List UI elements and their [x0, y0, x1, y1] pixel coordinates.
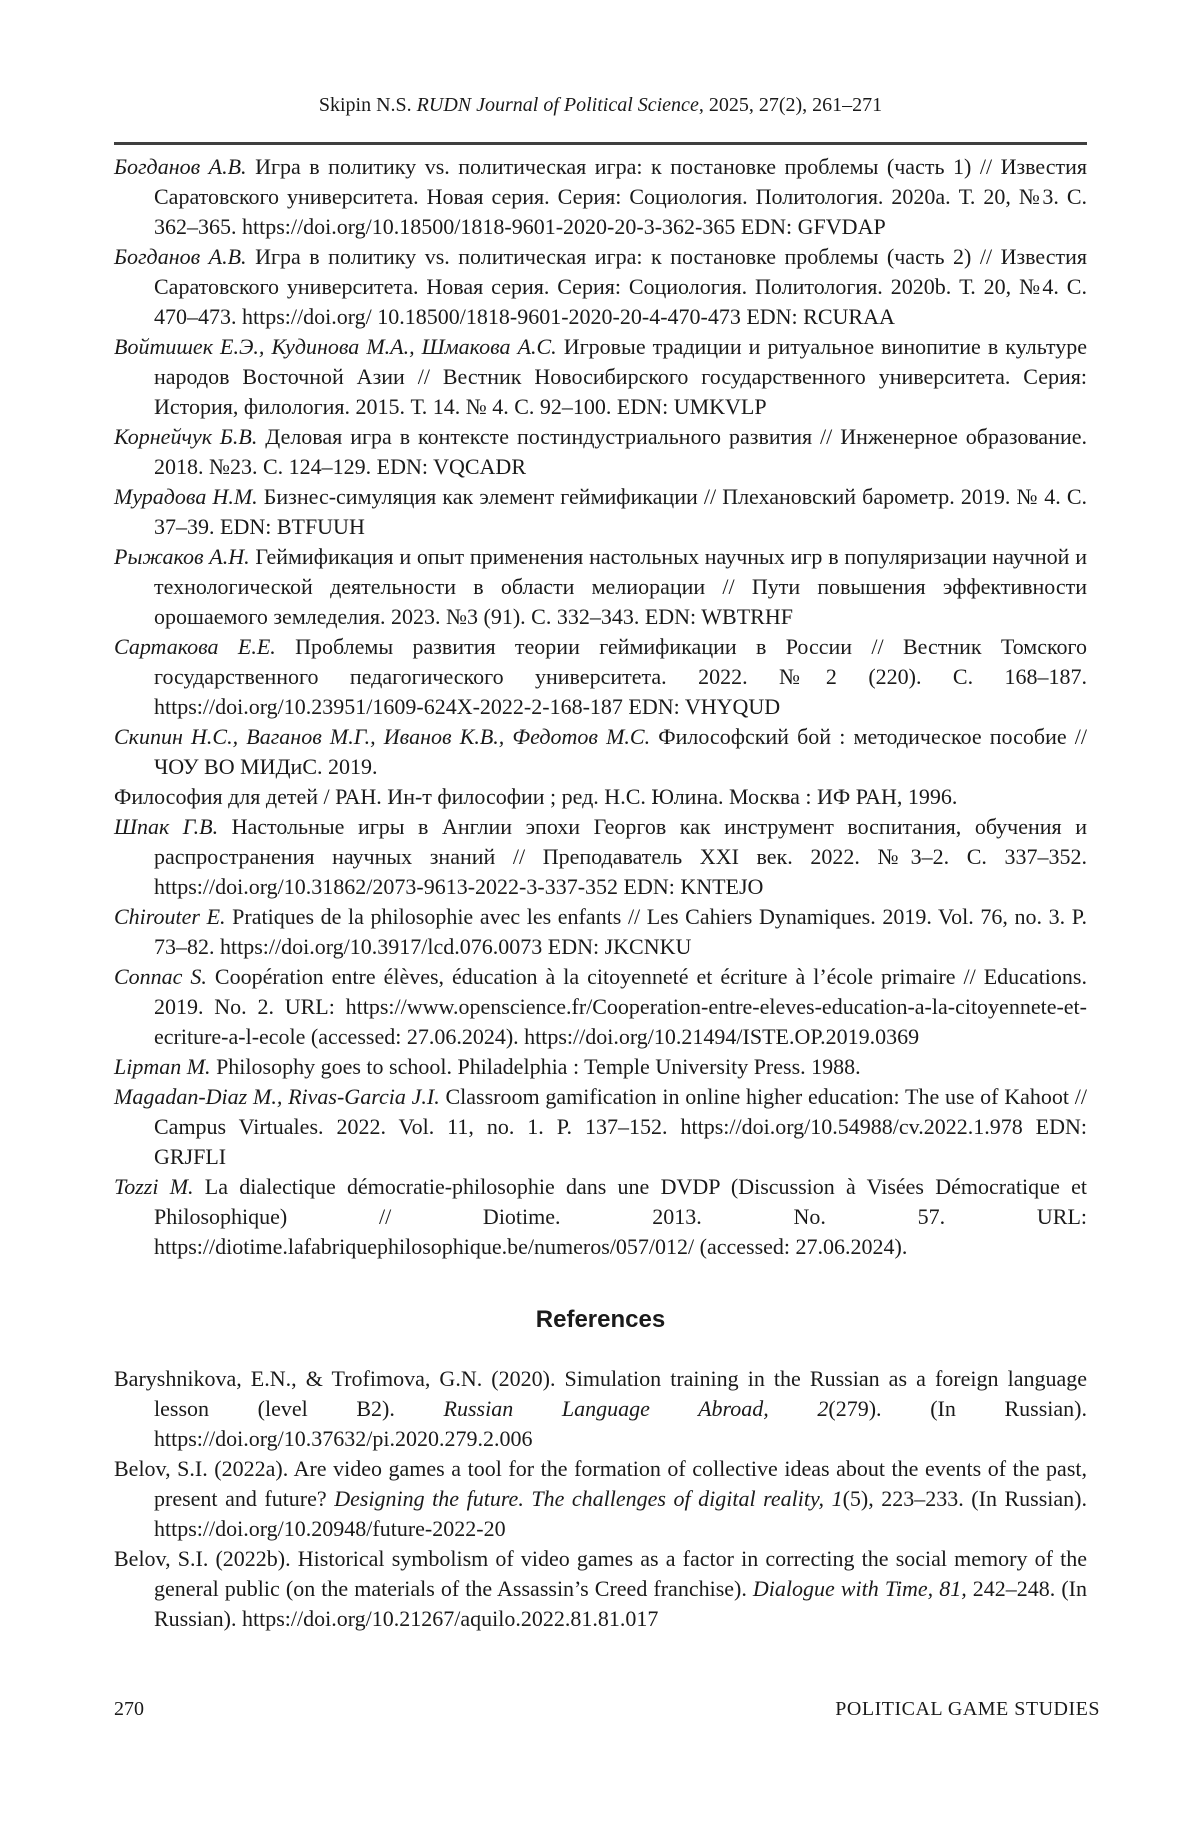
reference-entry-text: Belov, S.I. (2022a). Are video games a tool for the formation of collective ideas about the events of the past, present and future?	[114, 1456, 1087, 1511]
reference-entry-text: (5), 223–233. (In Russian). https://doi.org/10.20948/future-2022-20	[154, 1486, 1087, 1541]
reference-entry-text: (279). (In Russian). https://doi.org/10.37632/pi.2020.279.2.006	[154, 1396, 1087, 1451]
reference-entry	[114, 482, 1087, 542]
reference-entry	[114, 1172, 1087, 1262]
header-journal-title: RUDN Journal of Political Science	[416, 94, 699, 116]
reference-entry-italic-text: Богданов А.В.	[114, 244, 247, 269]
reference-entry-text: Pratiques de la philosophie avec les enfants // Les Cahiers Dynamiques. 2019. Vol. 76, no. 3. P. 73–82. https://doi.org/10.3917/lcd.076.0073 EDN: JKCNKU	[154, 904, 1087, 959]
reference-entry-text: 242–248. (In Russian). https://doi.org/10.21267/aquilo.2022.81.81.017	[154, 1576, 1087, 1631]
reference-entry-text: Философия для детей / РАН. Ин-т философии ; ред. Н.С. Юлина. Москва : ИФ РАН, 1996.	[114, 784, 958, 809]
reference-entry-text: Belov, S.I. (2022b). Historical symbolism of video games as a factor in correcting the social memory of the general public (on the materials of the Assassin’s Creed franchise).	[114, 1546, 1087, 1601]
reference-entry	[114, 782, 1087, 812]
reference-entry	[114, 542, 1087, 632]
reference-entry-text: Coopération entre élèves, éducation à la citoyenneté et écriture à l’école primaire // Educations. 2019. No. 2. URL: https://www.openscience.fr/Cooperation-entre-eleves-education-a-la-citoyennete-et-ecriture-a-l-ecole (accessed: 27.06.2024). https://doi.org/10.21494/ISTE.OP.2019.0369	[154, 964, 1087, 1049]
reference-entry-italic-text: Connac S.	[114, 964, 207, 989]
reference-entry-text: Philosophy goes to school. Philadelphia : Temple University Press. 1988.	[210, 1054, 861, 1079]
running-header	[114, 94, 1087, 116]
reference-entry-italic-text: Сартакова Е.Е.	[114, 634, 276, 659]
reference-entry	[114, 722, 1087, 782]
reference-entry	[114, 1454, 1087, 1544]
reference-entry-text: Игра в политику vs. политическая игра: к постановке проблемы (часть 2) // Известия Саратовского университета. Новая серия. Серия: Социология. Политология. 2020b. Т. 20, №4. С. 470–473. https://doi.org/ 10.18500/1818-9601-2020-20-4-470-473 EDN: RCURAA	[154, 244, 1088, 329]
reference-entry-italic-text: Magadan-Diaz M., Rivas-Garcia J.I.	[114, 1084, 440, 1109]
header-rule	[114, 142, 1087, 145]
reference-entry-italic-text: Мурадова Н.М.	[114, 484, 258, 509]
reference-entry-italic-text: Designing the future. The challenges of digital reality, 1	[334, 1486, 843, 1511]
reference-entry-text: La dialectique démocratie-philosophie dans une DVDP (Discussion à Visées Démocratique et Philosophique) // Diotime. 2013. No. 57. URL: https://diotime.lafabriquephilosophique.be/numeros/057/012/ (accessed: 27.06.2024).	[154, 1174, 1087, 1259]
reference-entry	[114, 1364, 1087, 1454]
reference-entry-text: Игра в политику vs. политическая игра: к постановке проблемы (часть 1) // Известия Саратовского университета. Новая серия. Серия: Социология. Политология. 2020a. Т. 20, №3. С. 362–365. https://doi.org/10.18500/1818-9601-2020-20-3-362-365 EDN: GFVDAP	[154, 154, 1088, 239]
reference-entry-italic-text: Chirouter E.	[114, 904, 226, 929]
reference-entry-text: Игровые традиции и ритуальное винопитие в культуре народов Восточной Азии // Вестник Новосибирского государственного университета. Серия: История, филология. 2015. Т. 14. № 4. С. 92–100. EDN: UMKVLP	[154, 334, 1087, 419]
reference-entry	[114, 1082, 1087, 1172]
reference-entry	[114, 962, 1087, 1052]
reference-entry-text: Бизнес-симуляция как элемент геймификации // Плехановский барометр. 2019. № 4. С. 37–39. EDN: BTFUUH	[154, 484, 1087, 539]
reference-entry	[114, 422, 1087, 482]
reference-entry	[114, 242, 1088, 332]
reference-entry	[114, 152, 1088, 242]
bibliography-section	[114, 152, 1087, 1262]
reference-entry-italic-text: Russian Language Abroad, 2	[443, 1396, 829, 1421]
reference-entry-italic-text: Богданов А.В.	[114, 154, 247, 179]
reference-entry-text: Геймификация и опыт применения настольных научных игр в популяризации научной и технологической деятельности в области мелиорации // Пути повышения эффективности орошаемого земледелия. 2023. №3 (91). С. 332–343. EDN: WBTRHF	[154, 544, 1087, 629]
reference-entry-italic-text: Войтишек Е.Э., Кудинова М.А., Шмакова А.С.	[114, 334, 557, 359]
page-number: 270	[114, 1698, 144, 1720]
reference-entry	[114, 812, 1087, 902]
reference-entry-text: Настольные игры в Англии эпохи Георгов как инструмент воспитания, обучения и распространения научных знаний // Преподаватель XXI век. 2022. №3–2. С. 337–352. https://doi.org/10.31862/2073-9613-2022-3-337-352 EDN: KNTEJO	[154, 814, 1087, 899]
reference-entry-italic-text: Скипин Н.С., Ваганов М.Г., Иванов К.В., Федотов М.С.	[114, 724, 651, 749]
page-footer	[114, 1697, 1100, 1721]
header-author: Skipin N.S.	[318, 94, 417, 116]
references-section	[114, 1364, 1087, 1634]
reference-entry-italic-text: Шпак Г.В.	[114, 814, 219, 839]
reference-entry-italic-text: Dialogue with Time, 81,	[752, 1576, 967, 1601]
reference-entry	[114, 632, 1088, 722]
reference-entry-italic-text: Корнейчук Б.В.	[114, 424, 258, 449]
reference-entry	[114, 332, 1087, 422]
page-content	[114, 94, 1087, 1634]
reference-entry-text: Baryshnikova, E.N., & Trofimova, G.N. (2020). Simulation training in the Russian as a foreign language lesson (level B2).	[114, 1366, 1087, 1421]
header-issue-info: , 2025, 27(2), 261–271	[698, 94, 883, 116]
reference-entry-text: Classroom gamification in online higher education: The use of Kahoot // Campus Virtuales. 2022. Vol. 11, no. 1. P. 137–152. https://doi.org/10.54988/cv.2022.1.978 EDN: GRJFLI	[154, 1084, 1087, 1169]
reference-entry-italic-text: Lipman M.	[114, 1054, 211, 1079]
reference-entry	[114, 902, 1087, 962]
running-title: POLITICAL GAME STUDIES	[835, 1698, 1100, 1720]
reference-entry	[114, 1052, 1087, 1082]
reference-entry	[114, 1544, 1087, 1634]
reference-entry-text: Деловая игра в контексте постиндустриального развития // Инженерное образование. 2018. №23. С. 124–129. EDN: VQCADR	[154, 424, 1087, 479]
reference-entry-italic-text: Tozzi M.	[114, 1174, 194, 1199]
references-heading: References	[535, 1306, 666, 1333]
reference-entry-italic-text: Рыжаков А.Н.	[114, 544, 250, 569]
reference-entry-text: Философский бой : методическое пособие // ЧОУ ВО МИДиС. 2019.	[154, 724, 1087, 779]
reference-entry-text: Проблемы развития теории геймификации в России // Вестник Томского государственного педагогического университета. 2022. №2 (220). С. 168–187. https://doi.org/10.23951/1609-624X-2022-2-168-187 EDN: VHYQUD	[154, 634, 1088, 719]
